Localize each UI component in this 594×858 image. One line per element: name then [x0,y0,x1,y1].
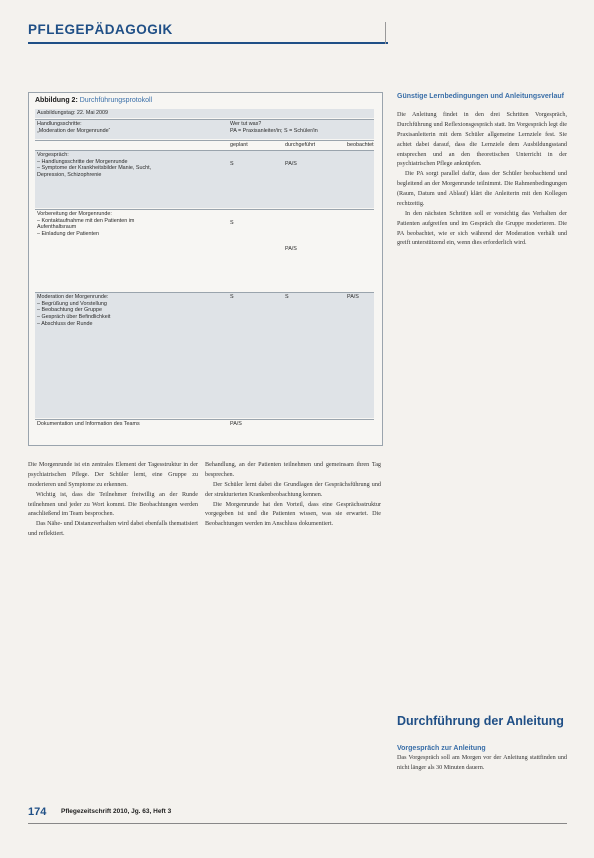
header-rule [28,42,388,44]
row-planned: S [230,294,234,300]
row-done: S [285,294,289,300]
right-column-bottom [397,754,567,794]
paragraph: In den nächsten Schritten soll er vorsichtig das Verhalten der Patienten aufgreifen und im Gespräch die Gruppe moderieren. Die PA beobachtet, wie er sich während der Moderation verhält und greift unterstützend ein, wenn dies erforderlich wird. [397,210,567,247]
table-row [35,209,374,291]
col-head-a-1: Handlungsschritte: [37,121,82,127]
header-row [35,119,374,139]
paragraph: Das Vorgespräch soll am Morgen vor der Anleitung stattfinden und nicht länger als 30 Minuten dauern. [397,755,567,771]
page-number: 174 [28,806,47,818]
paragraph: Die PA sorgt parallel dafür, dass der Schüler beobachtend und begleitend an der Morgenrunde teilnimmt. Die Rahmenbedingungen (Raum, Datum und Ablauf) klärt die Anleiterin mit den Kollegen rechtzeitig. [397,171,567,207]
right-column-text [397,111,567,707]
middle-column-text [205,461,381,795]
page-footer [28,806,567,820]
col-head-a-2: „Moderation der Morgenrunde“ [37,128,111,134]
footer-citation: Pflegezeitschrift 2010, Jg. 63, Heft 3 [61,808,172,815]
paragraph: Wichtig ist, dass die Teilnehmer freiwillig an der Runde teilnehmen und jeder zu Wort kommt. Die Beobachtungen werden anschließend im Team besprochen. [28,491,198,518]
side-heading: Günstige Lernbedingungen und Anleitungsverlauf [397,93,564,100]
row-activity: Vorbereitung der Morgenrunde: – Kontaktaufnahme mit den Patienten im Aufenthaltsraum – Einladung der Patienten [37,211,135,238]
subheader-row [35,140,374,149]
date-row [35,109,374,118]
subsection-heading: Vorgespräch zur Anleitung [397,745,486,752]
section-header [28,22,388,37]
figure-title: Durchführungsprotokoll [79,97,153,104]
paragraph: Die Morgenrunde hat den Vorteil, dass eine Gesprächsstruktur vorgegeben ist und die Patienten wissen, was sie erwartet. Die Beobachtungen werden im Anschluss dokumentiert. [205,501,381,528]
section-title: PFLEGEPÄDAGOGIK [28,22,173,37]
sub-planned: geplant [230,142,248,148]
header-divider [385,22,386,44]
paragraph: Behandlung, an der Patienten teilnehmen und gemeinsam ihren Tag besprechen. [205,462,381,478]
paragraph: Der Schüler lernt dabei die Grundlagen der Gesprächsführung und der strukturierten Krankenbeobachtung kennen. [205,481,381,498]
section-heading: Durchführung der Anleitung [397,714,564,728]
table-row [35,292,374,418]
sub-done: durchgeführt [285,142,316,148]
col-head-b-1: Wer tut was? [230,121,262,127]
row-done: PA/S [285,161,297,167]
footer-rule [28,823,567,824]
paragraph: Die Anleitung findet in den drei Schritten Vorgespräch, Durchführung und Reflexionsgespräch statt. Im Vorgespräch legt die Praxisanleiterin mit dem Schüler allgemeine Lernziele fest. Sie achtet dabei darauf, dass die Lernziele dem Ausbildungsstand entsprechen und an den theoretischen Unterricht in der psychiatrischen Pflege anknüpfen. [397,112,567,168]
row-activity: Moderation der Morgenrunde: – Begrüßung und Vorstellung – Beobachtung der Gruppe – Gespräch über Befindlichkeit – Abschluss der Runde [37,294,111,327]
row-done: PA/S [285,246,297,252]
figure-box [28,92,383,446]
paragraph: Die Morgenrunde ist ein zentrales Element der Tagesstruktur in der psychiatrischen Pflege. Der Schüler lernt, eine Gruppe zu moderieren und Symptome zu erkennen. [28,462,198,488]
date-cell: Ausbildungstag: 22. Mai 2009 [37,110,109,116]
row-activity: Vorgespräch: – Handlungsschritte der Morgenrunde – Symptome der Krankheitsbilder Manie, Sucht, Depression, Schizophrenie [37,152,152,179]
table-row [35,150,374,208]
sub-observed: beobachtet [347,142,374,148]
row-planned: PA/S [230,421,242,427]
left-column-text [28,461,198,795]
row-planned: S [230,161,234,167]
row-activity: Dokumentation und Information des Teams [37,421,140,427]
row-observed: PA/S [347,294,359,300]
row-planned: S [230,220,234,226]
col-head-b-2: PA = Praxisanleiter/in; S = Schüler/in [230,128,318,134]
paragraph: Das Nähe- und Distanzverhalten wird dabei ebenfalls thematisiert und reflektiert. [28,521,198,538]
figure-label: Abbildung 2: [35,97,78,104]
table-row [35,419,374,441]
figure-caption [35,97,152,104]
